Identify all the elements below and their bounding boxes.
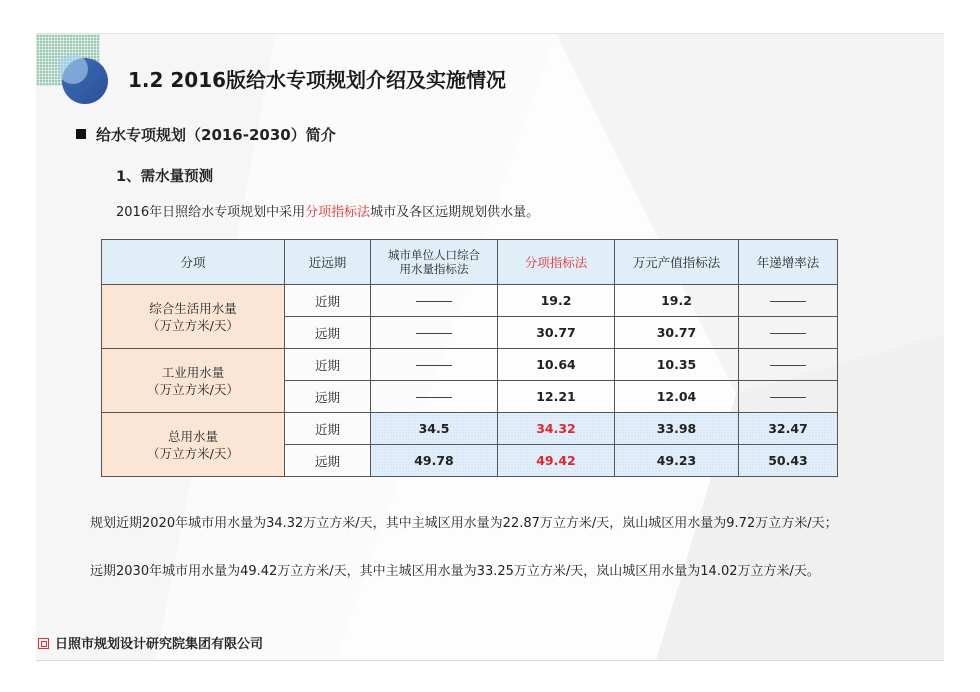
value-cell: 10.35 <box>615 349 739 381</box>
value-cell: 19.2 <box>498 285 615 317</box>
period-cell: 远期 <box>285 317 371 349</box>
water-demand-table <box>101 239 838 477</box>
dash-mark <box>770 301 806 302</box>
table-row <box>102 413 838 445</box>
category-cell: 工业用水量 （万立方米/天） <box>102 349 285 413</box>
section-heading-text: 给水专项规划（2016-2030）简介 <box>96 126 336 144</box>
period-cell: 远期 <box>285 445 371 477</box>
value-cell: 50.43 <box>739 445 838 477</box>
value-cell: 12.21 <box>498 381 615 413</box>
value-cell: 33.98 <box>615 413 739 445</box>
paragraph-near-term: 规划近期2020年城市用水量为34.32万立方米/天，其中主城区用水量为22.87万立方米/天，岚山城区用水量为9.72万立方米/天； <box>90 516 838 531</box>
dash-mark <box>416 397 452 398</box>
dash-mark <box>770 333 806 334</box>
header-category: 分项 <box>102 240 285 285</box>
table-row <box>102 349 838 381</box>
section-heading <box>76 124 336 145</box>
value-cell: 49.23 <box>615 445 739 477</box>
header-growth-rate-method: 年递增率法 <box>739 240 838 285</box>
value-cell: 30.77 <box>615 317 739 349</box>
dash-mark <box>770 397 806 398</box>
value-cell: 49.78 <box>371 445 498 477</box>
value-cell: 49.42 <box>498 445 615 477</box>
value-cell: 19.2 <box>615 285 739 317</box>
footer-organization: 日照市规划设计研究院集团有限公司 <box>55 637 264 652</box>
dash-mark <box>416 333 452 334</box>
value-cell: 10.64 <box>498 349 615 381</box>
table-row <box>102 285 838 317</box>
header-period: 近远期 <box>285 240 371 285</box>
value-cell: 34.32 <box>498 413 615 445</box>
value-cell: 34.5 <box>371 413 498 445</box>
intro-suffix: 城市及各区远期规划供水量。 <box>370 205 540 220</box>
empty-value-cell <box>739 317 838 349</box>
period-cell: 近期 <box>285 413 371 445</box>
corner-circle-highlight <box>58 54 88 84</box>
logo-icon <box>38 638 49 649</box>
empty-value-cell <box>739 381 838 413</box>
period-cell: 远期 <box>285 381 371 413</box>
value-cell: 32.47 <box>739 413 838 445</box>
table-header-row <box>102 240 838 285</box>
header-output-value-method: 万元产值指标法 <box>615 240 739 285</box>
empty-value-cell <box>371 317 498 349</box>
category-cell: 总用水量 （万立方米/天） <box>102 413 285 477</box>
header-per-capita-method: 城市单位人口综合 用水量指标法 <box>371 240 498 285</box>
empty-value-cell <box>371 349 498 381</box>
square-bullet-icon <box>76 129 86 139</box>
empty-value-cell <box>371 285 498 317</box>
paragraph-long-term: 远期2030年城市用水量为49.42万立方米/天，其中主城区用水量为33.25万立方米/天，岚山城区用水量为14.02万立方米/天。 <box>90 564 820 579</box>
footer <box>38 633 263 652</box>
period-cell: 近期 <box>285 349 371 381</box>
intro-highlight: 分项指标法 <box>305 205 371 220</box>
intro-text <box>116 201 539 220</box>
header-sub-item-method: 分项指标法 <box>498 240 615 285</box>
value-cell: 30.77 <box>498 317 615 349</box>
intro-prefix: 2016年日照给水专项规划中采用 <box>116 205 306 220</box>
empty-value-cell <box>739 285 838 317</box>
slide-title: 1.2 2016版给水专项规划介绍及实施情况 <box>128 68 507 92</box>
value-cell: 12.04 <box>615 381 739 413</box>
subheading: 1、需水量预测 <box>116 169 214 185</box>
period-cell: 近期 <box>285 285 371 317</box>
empty-value-cell <box>739 349 838 381</box>
category-cell: 综合生活用水量 （万立方米/天） <box>102 285 285 349</box>
slide <box>36 33 944 661</box>
dash-mark <box>416 365 452 366</box>
empty-value-cell <box>371 381 498 413</box>
dash-mark <box>416 301 452 302</box>
dash-mark <box>770 365 806 366</box>
